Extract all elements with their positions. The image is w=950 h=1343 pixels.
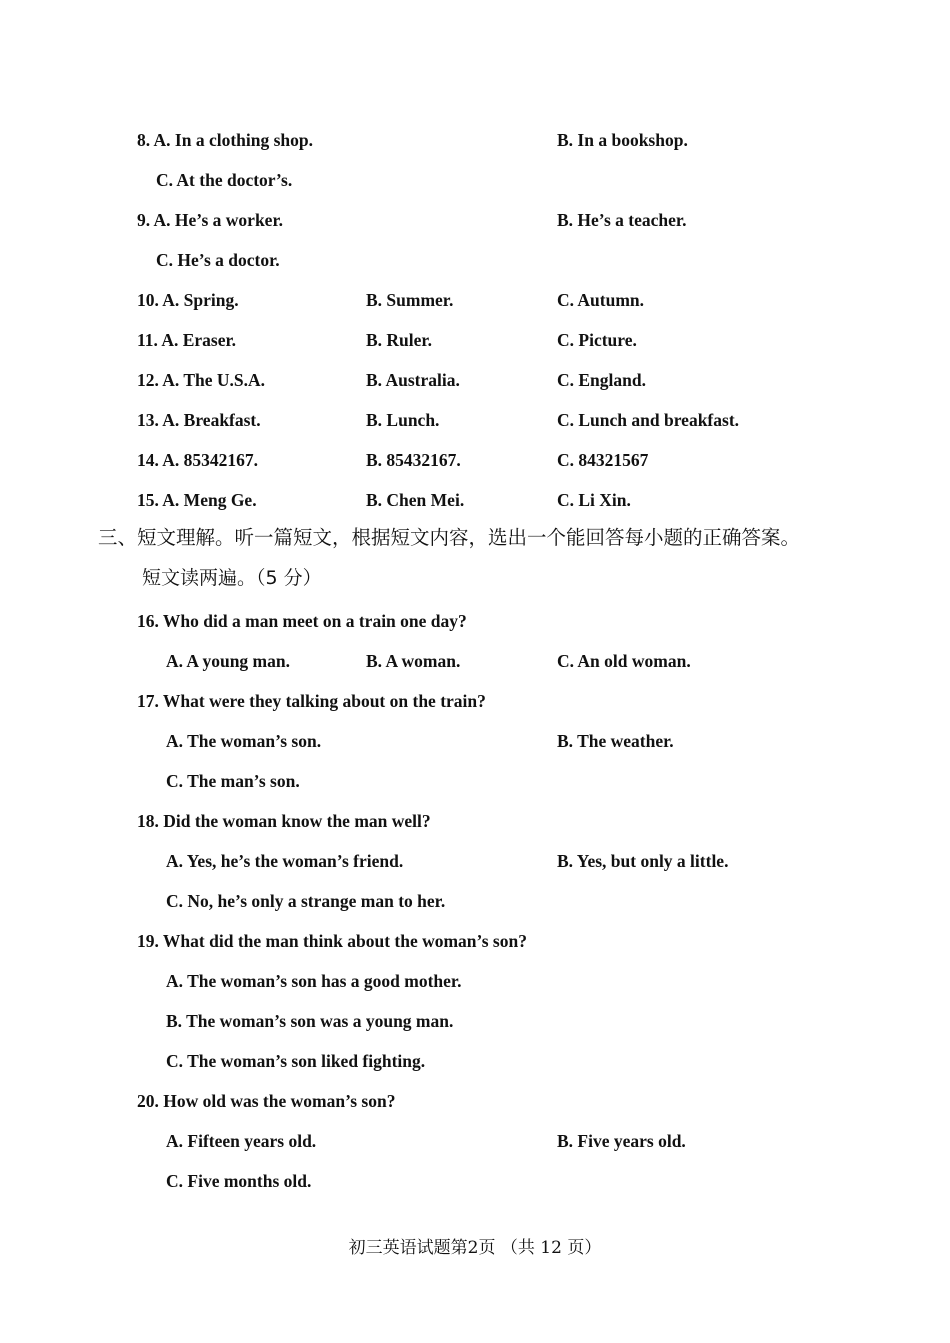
question-16-option-a: A. A young man. bbox=[166, 651, 290, 671]
item-9-option-b: B. He’s a teacher. bbox=[557, 210, 687, 230]
item-8-option-a: 8. A. In a clothing shop. bbox=[137, 130, 314, 150]
page-footer: 初三英语试题第2页 （共 12 页） bbox=[348, 1238, 602, 1258]
section-3-heading: 三、短文理解。听一篇短文，根据短文内容，选出一个能回答每小题的正确答案。 bbox=[98, 526, 801, 549]
question-18-option-b: B. Yes, but only a little. bbox=[557, 851, 729, 871]
question-20-option-a: A. Fifteen years old. bbox=[166, 1131, 317, 1151]
item-9-option-a: 9. A. He’s a worker. bbox=[137, 210, 283, 230]
item-13-option-a: 13. A. Breakfast. bbox=[137, 410, 261, 430]
question-18-option-c: C. No, he’s only a strange man to her. bbox=[166, 891, 446, 911]
item-10-option-c: C. Autumn. bbox=[557, 290, 645, 310]
item-14-option-a: 14. A. 85342167. bbox=[137, 450, 259, 470]
item-8-option-b: B. In a bookshop. bbox=[557, 130, 688, 150]
question-19-option-c: C. The woman’s son liked fighting. bbox=[166, 1051, 426, 1071]
item-15-option-c: C. Li Xin. bbox=[557, 490, 631, 510]
question-20-option-c: C. Five months old. bbox=[166, 1171, 312, 1191]
question-16-option-c: C. An old woman. bbox=[557, 651, 691, 671]
question-19-option-a: A. The woman’s son has a good mother. bbox=[166, 971, 462, 991]
question-20-option-b: B. Five years old. bbox=[557, 1131, 686, 1151]
item-11-option-b: B. Ruler. bbox=[366, 330, 432, 350]
item-14-option-b: B. 85432167. bbox=[366, 450, 461, 470]
item-15-option-a: 15. A. Meng Ge. bbox=[137, 490, 257, 510]
item-11-option-c: C. Picture. bbox=[557, 330, 637, 350]
item-10-option-b: B. Summer. bbox=[366, 290, 454, 310]
item-13-option-b: B. Lunch. bbox=[366, 410, 440, 430]
item-15-option-b: B. Chen Mei. bbox=[366, 490, 465, 510]
item-13-option-c: C. Lunch and breakfast. bbox=[557, 410, 740, 430]
item-8-option-c: C. At the doctor’s. bbox=[156, 170, 293, 190]
item-12-option-b: B. Australia. bbox=[366, 370, 460, 390]
question-19-option-b: B. The woman’s son was a young man. bbox=[166, 1011, 454, 1031]
question-17-option-c: C. The man’s son. bbox=[166, 771, 300, 791]
question-17-option-b: B. The weather. bbox=[557, 731, 674, 751]
item-12-option-a: 12. A. The U.S.A. bbox=[137, 370, 266, 390]
item-10-option-a: 10. A. Spring. bbox=[137, 290, 239, 310]
item-12-option-c: C. England. bbox=[557, 370, 646, 390]
item-11-option-a: 11. A. Eraser. bbox=[137, 330, 237, 350]
question-19: 19. What did the man think about the woman’s son? bbox=[137, 931, 527, 951]
question-17: 17. What were they talking about on the train? bbox=[137, 691, 486, 711]
question-18: 18. Did the woman know the man well? bbox=[137, 811, 431, 831]
question-16-option-b: B. A woman. bbox=[366, 651, 461, 671]
question-20: 20. How old was the woman’s son? bbox=[137, 1091, 396, 1111]
item-14-option-c: C. 84321567 bbox=[557, 450, 649, 470]
question-17-option-a: A. The woman’s son. bbox=[166, 731, 322, 751]
item-9-option-c: C. He’s a doctor. bbox=[156, 250, 280, 270]
question-16: 16. Who did a man meet on a train one day? bbox=[137, 611, 467, 631]
section-3-instructions: 短文读两遍。（5 分） bbox=[142, 567, 322, 589]
question-18-option-a: A. Yes, he’s the woman’s friend. bbox=[166, 851, 404, 871]
